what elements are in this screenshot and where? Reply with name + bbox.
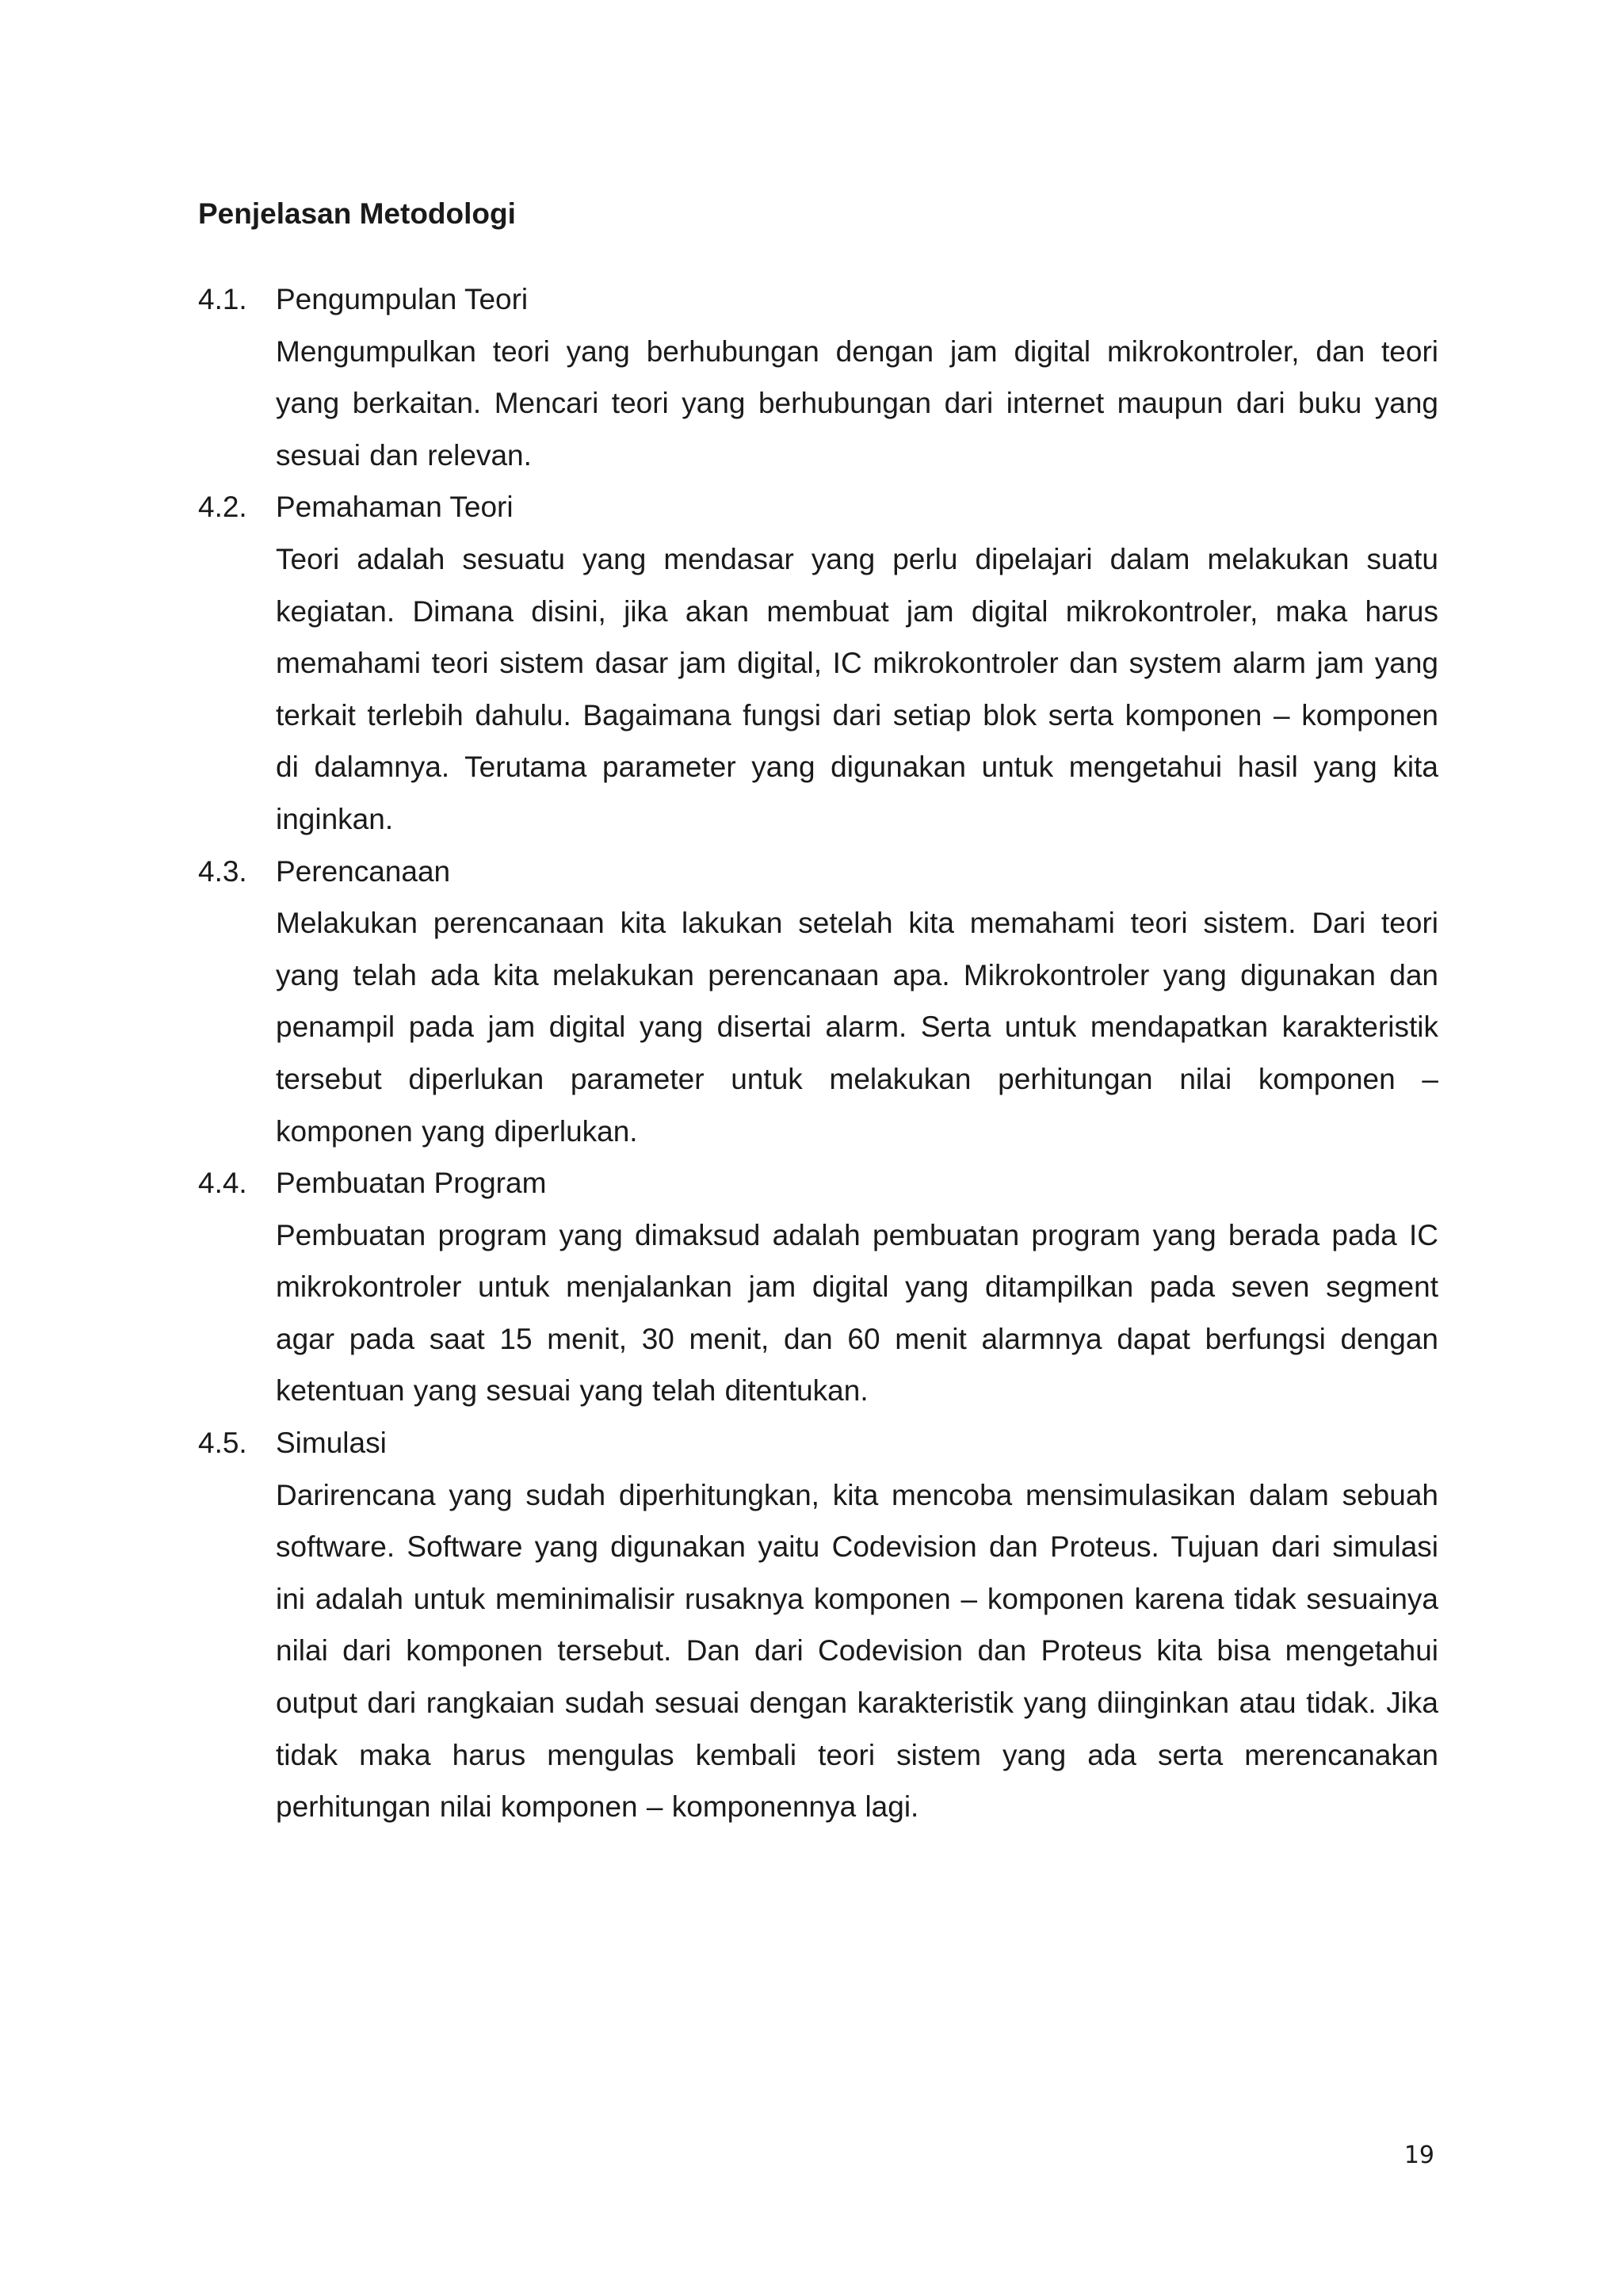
section-number: 4.5. (198, 1427, 247, 1460)
section-heading (198, 1417, 1438, 1469)
section-heading (198, 481, 1438, 533)
section-paragraph: Pembuatan program yang dimaksud adalah pembuatan program yang berada pada IC mikrokontroler untuk menjalankan jam digital yang ditampilkan pada seven segment agar pada saat 15 menit, 30 menit, dan 60 menit alarmnya dapat berfungsi dengan ketentuan yang sesuai yang telah ditentukan. (276, 1218, 1438, 1408)
section-4-3 (198, 846, 1438, 1158)
section-number: 4.1. (198, 283, 247, 315)
section-paragraph: Mengumpulkan teori yang berhubungan dengan jam digital mikrokontroler, dan teori yang berkaitan. Mencari teori yang berhubungan dari internet maupun dari buku yang sesuai dan relevan. (276, 334, 1438, 472)
section-heading (198, 273, 1438, 326)
section-4-5 (198, 1417, 1438, 1833)
section-number: 4.4. (198, 1167, 247, 1200)
methodology-sections (198, 273, 1438, 1833)
section-title: Pemahaman Teori (276, 491, 514, 524)
section-paragraph: Melakukan perencanaan kita lakukan setelah kita memahami teori sistem. Dari teori yang telah ada kita melakukan perencanaan apa. Mikrokontroler yang digunakan dan penampil pada jam digital yang disertai alarm. Serta untuk mendapatkan karakteristik tersebut diperlukan parameter untuk melakukan perhitungan nilai komponen – komponen yang diperlukan. (276, 907, 1438, 1148)
section-4-4 (198, 1157, 1438, 1417)
section-number: 4.3. (198, 854, 247, 888)
page-title: Penjelasan Metodologi (198, 197, 516, 230)
section-title: Pengumpulan Teori (276, 283, 529, 315)
section-paragraph: Teori adalah sesuatu yang mendasar yang perlu dipelajari dalam melakukan suatu kegiatan. Dimana disini, jika akan membuat jam digital mikrokontroler, maka harus memahami teori sistem dasar jam digital, IC mikrokontroler dan system alarm jam yang terkait terlebih dahulu. Bagaimana fungsi dari setiap blok serta komponen – komponen di dalamnya. Terutama parameter yang digunakan untuk mengetahui hasil yang kita inginkan. (276, 542, 1438, 835)
page-number: 19 (1403, 2141, 1434, 2169)
section-heading (198, 846, 1438, 898)
section-4-1 (198, 273, 1438, 481)
section-title: Simulasi (276, 1427, 387, 1460)
section-number: 4.2. (198, 491, 247, 524)
section-title: Perencanaan (276, 854, 451, 888)
section-4-2 (198, 481, 1438, 845)
section-heading (198, 1157, 1438, 1209)
section-title: Pembuatan Program (276, 1167, 547, 1200)
section-paragraph: Darirencana yang sudah diperhitungkan, kita mencoba mensimulasikan dalam sebuah software. Software yang digunakan yaitu Codevision dan Proteus. Tujuan dari simulasi ini adalah untuk meminimalisir rusaknya komponen – komponen karena tidak sesuainya nilai dari komponen tersebut. Dan dari Codevision dan Proteus kita bisa mengetahui output dari rangkaian sudah sesuai dengan karakteristik yang diinginkan atau tidak. Jika tidak maka harus mengulas kembali teori sistem yang ada serta merencanakan perhitungan nilai komponen – komponennya lagi. (276, 1478, 1438, 1824)
